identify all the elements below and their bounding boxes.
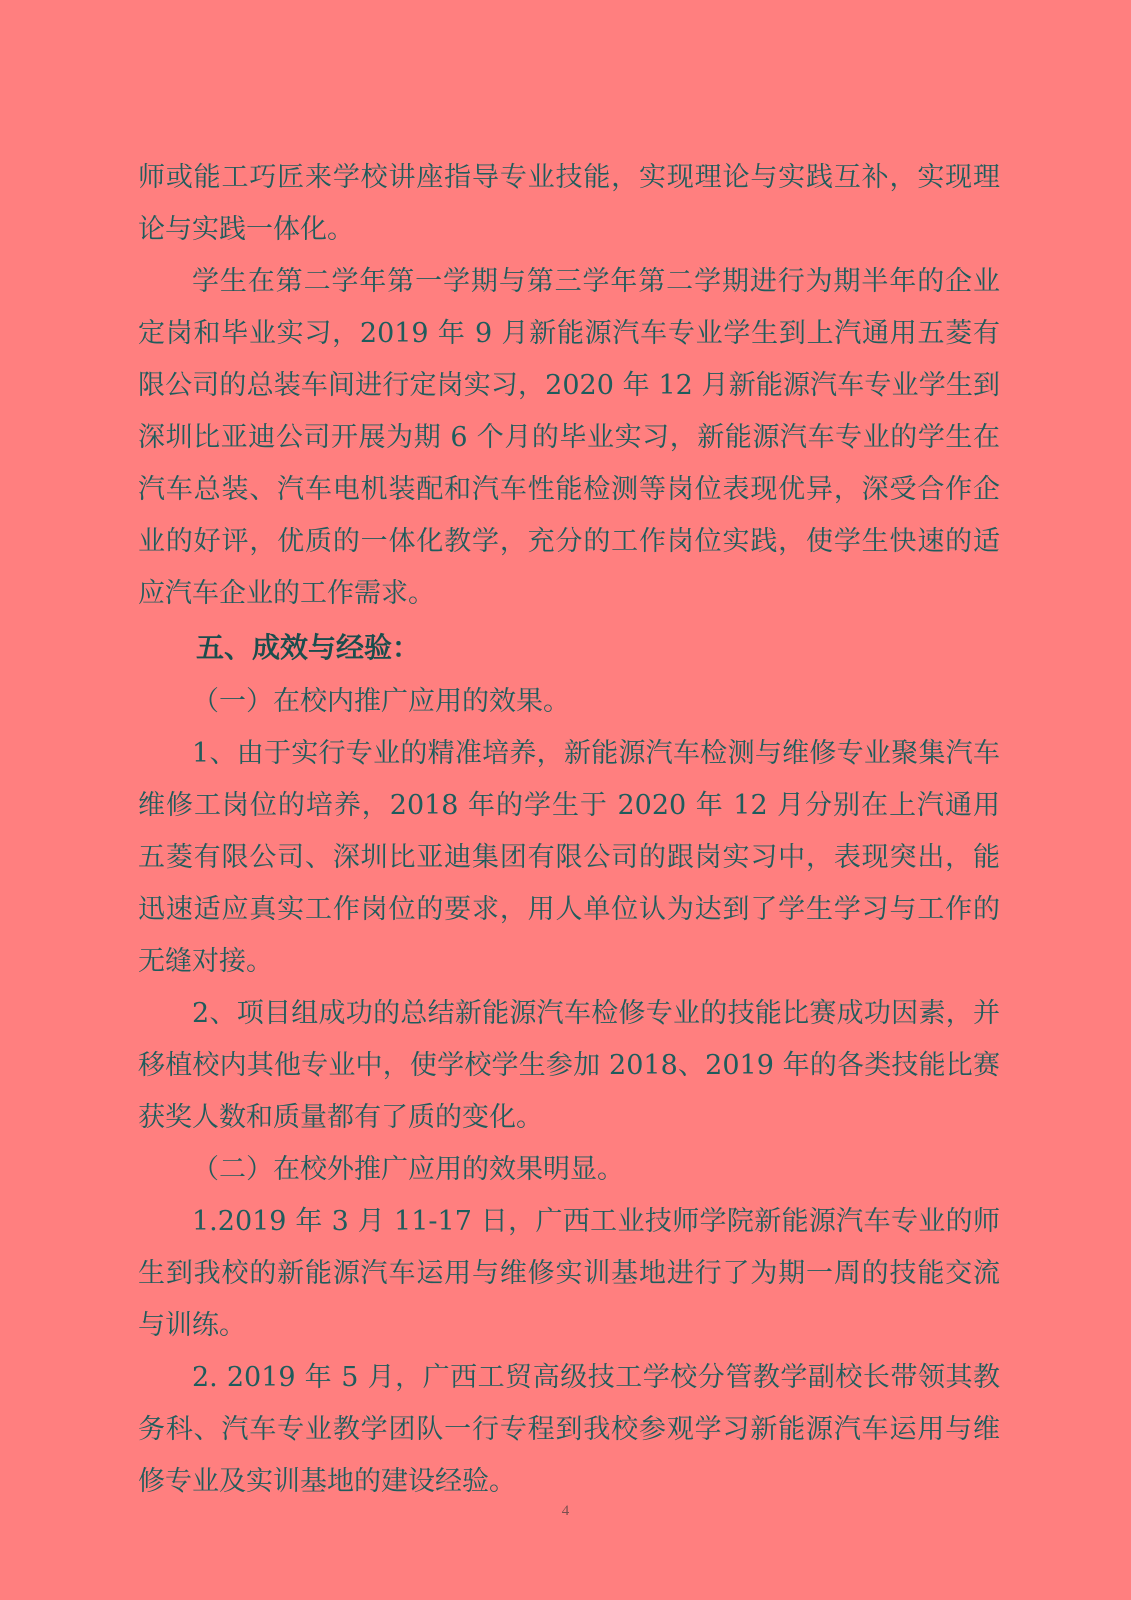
paragraph-item-1: 1、由于实行专业的精准培养，新能源汽车检测与维修专业聚集汽车维修工岗位的培养，2018 年的学生于 2020 年 12 月分别在上汽通用五菱有限公司、深圳比亚迪集团有限公司的跟岗实习中，表现突出，能迅速适应真实工作岗位的要求，用人单位认为达到了学生学习与工作的无缝对接。: [138, 738, 1000, 977]
page-number: 4: [561, 1503, 570, 1519]
paragraph-continuation: 师或能工巧匠来学校讲座指导专业技能，实现理论与实践互补，实现理论与实践一体化。: [138, 162, 1000, 245]
subheading-external-effect: （二）在校外推广应用的效果明显。: [192, 1154, 624, 1185]
subheading-internal-effect: （一）在校内推广应用的效果。: [192, 686, 570, 717]
paragraph-item-2: 2、项目组成功的总结新能源汽车检修专业的技能比赛成功因素，并移植校内其他专业中，使学校学生参加 2018、2019 年的各类技能比赛获奖人数和质量都有了质的变化。: [138, 998, 1000, 1133]
paragraph-external-item-1: 1.2019 年 3 月 11-17 日，广西工业技师学院新能源汽车专业的师生到我校的新能源汽车运用与维修实训基地进行了为期一周的技能交流与训练。: [138, 1206, 1000, 1341]
paragraph-external-item-2: 2. 2019 年 5 月，广西工贸高级技工学校分管教学副校长带领其教务科、汽车专业教学团队一行专程到我校参观学习新能源汽车运用与维修专业及实训基地的建设经验。: [138, 1362, 1000, 1497]
section-heading-results: 五、成效与经验：: [196, 631, 421, 664]
document-body: [138, 152, 1000, 1508]
paragraph-internship: 学生在第二学年第一学期与第三学年第二学期进行为期半年的企业定岗和毕业实习，2019 年 9 月新能源汽车专业学生到上汽通用五菱有限公司的总装车间进行定岗实习，2020 年 12 月新能源汽车专业学生到深圳比亚迪公司开展为期 6 个月的毕业实习，新能源汽车专业的学生在汽车总装、汽车电机装配和汽车性能检测等岗位表现优异，深受合作企业的好评，优质的一体化教学，充分的工作岗位实践，使学生快速的适应汽车企业的工作需求。: [138, 266, 1000, 609]
